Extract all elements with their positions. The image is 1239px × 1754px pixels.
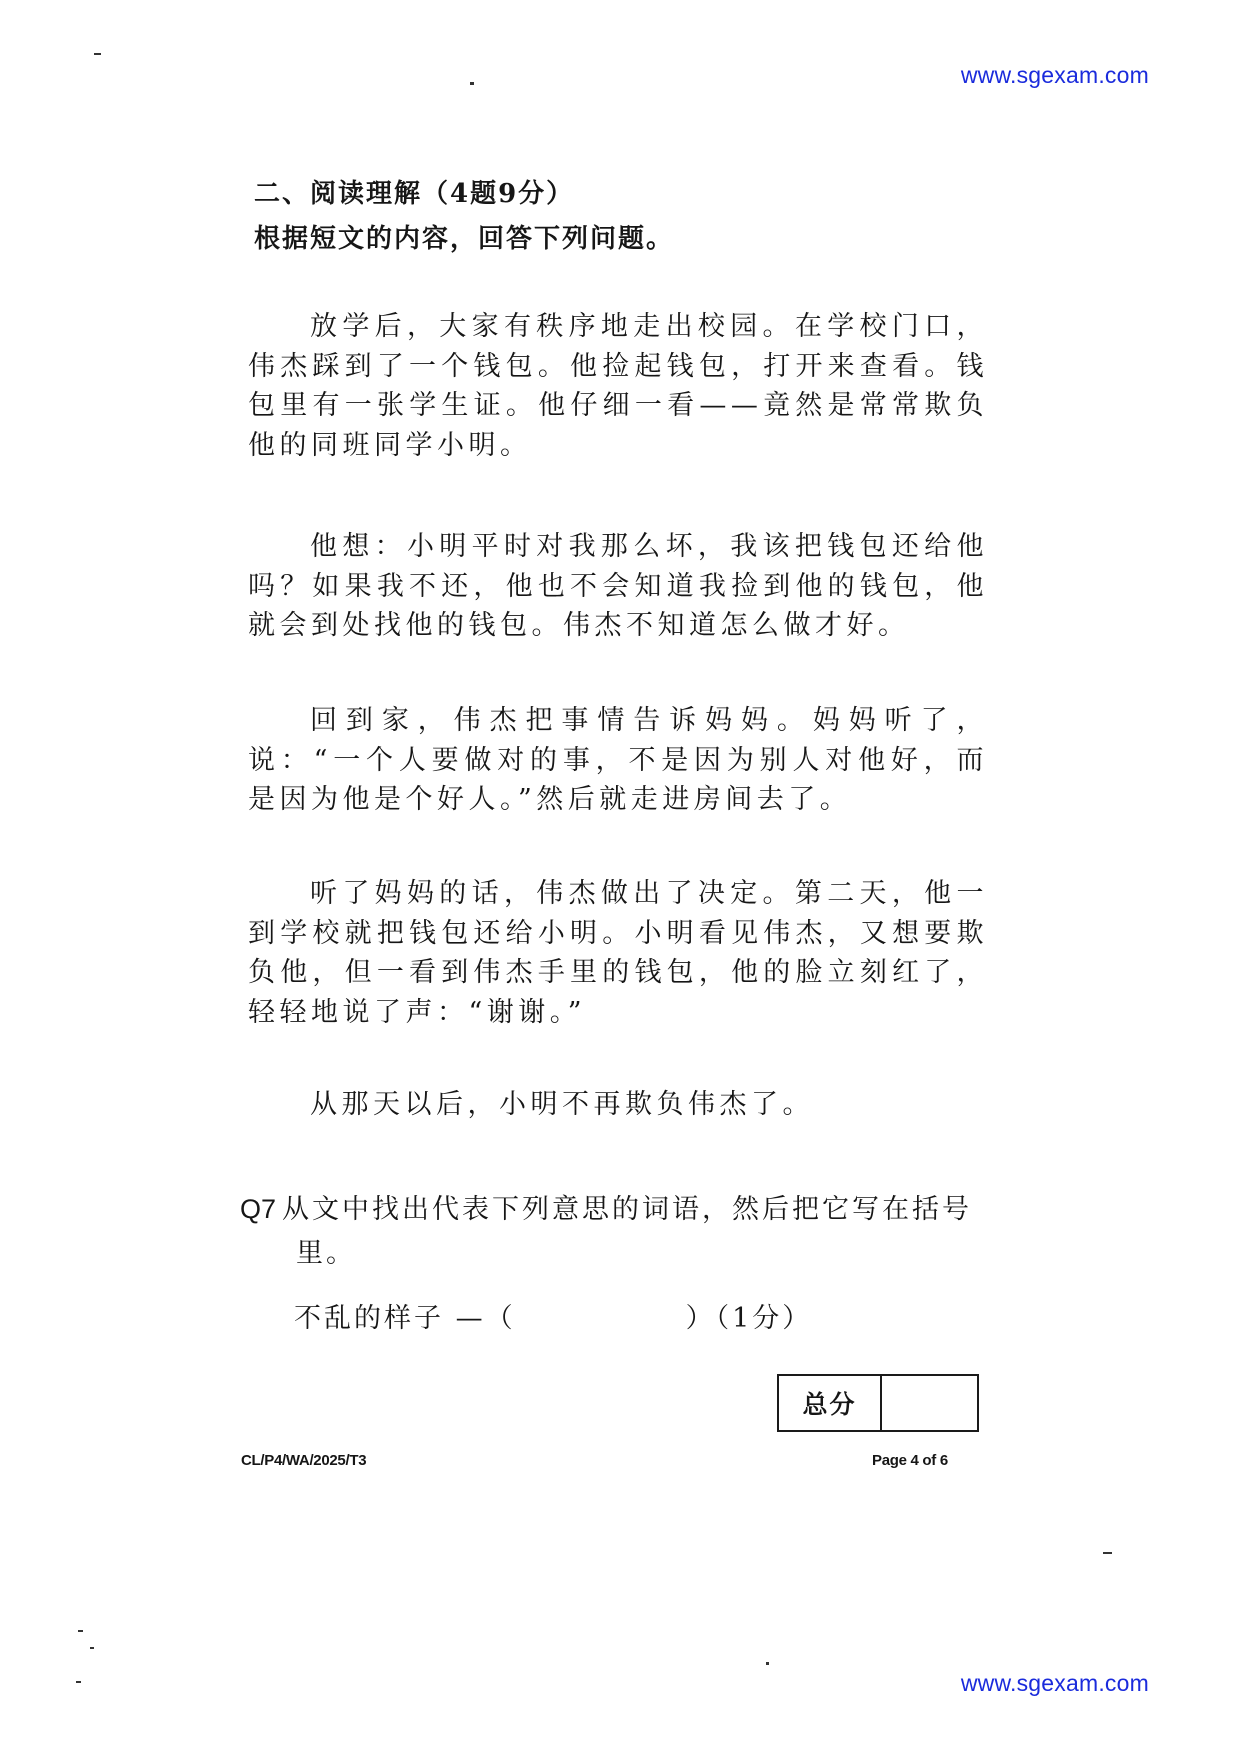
passage-paragraph-3: 回到家，伟杰把事情告诉妈妈。妈妈听了，说：“一个人要做对的事，不是因为别人对他好，而是因为他是个好人。”然后就走进房间去了。 — [248, 705, 988, 815]
section-title: 二、阅读理解（4题9分） — [254, 179, 575, 209]
scan-speck — [90, 1647, 94, 1649]
score-label: 总分 — [779, 1376, 882, 1430]
passage-paragraph-1: 放学后，大家有秩序地走出校园。在学校门口，伟杰踩到了一个钱包。他捡起钱包，打开来查看。钱包里有一张学生证。他仔细一看——竟然是常常欺负他的同班同学小明。 — [248, 311, 988, 461]
answer-line — [294, 1296, 812, 1335]
passage-paragraph-5: 从那天以后，小明不再欺负伟杰了。 — [310, 1089, 814, 1120]
scan-speck — [766, 1662, 769, 1665]
scan-speck — [470, 82, 474, 85]
footer-paper-code: CL/P4/WA/2025/T3 — [241, 1452, 367, 1469]
question-7 — [240, 1187, 980, 1276]
watermark-top-link[interactable]: www.sgexam.com — [960, 62, 1149, 88]
answer-prompt: 不乱的样子 —（ — [294, 1303, 516, 1334]
section-instruction: 根据短文的内容，回答下列问题。 — [254, 224, 675, 254]
score-box — [777, 1374, 979, 1432]
question-text-line-1: 从文中找出代表下列意思的词语，然后把它写在括号 — [282, 1194, 973, 1225]
watermark-bottom-link[interactable]: www.sgexam.com — [960, 1670, 1149, 1696]
scan-speck — [76, 1681, 81, 1683]
scan-speck — [94, 53, 101, 55]
question-text-line-2: 里。 — [296, 1238, 356, 1269]
footer-page-number: Page 4 of 6 — [872, 1452, 948, 1469]
question-number: Q7 — [240, 1194, 277, 1224]
answer-close-marks: ）（1分） — [685, 1303, 813, 1334]
scan-speck — [78, 1630, 83, 1632]
score-value-field[interactable] — [882, 1376, 977, 1430]
passage-paragraph-4: 听了妈妈的话，伟杰做出了决定。第二天，他一到学校就把钱包还给小明。小明看见伟杰，又想要欺负他，但一看到伟杰手里的钱包，他的脸立刻红了，轻轻地说了声：“谢谢。” — [248, 878, 988, 1028]
passage-paragraph-2: 他想：小明平时对我那么坏，我该把钱包还给他吗？如果我不还，他也不会知道我捡到他的钱包，他就会到处找他的钱包。伟杰不知道怎么做才好。 — [248, 531, 988, 641]
scan-speck — [1103, 1552, 1112, 1554]
